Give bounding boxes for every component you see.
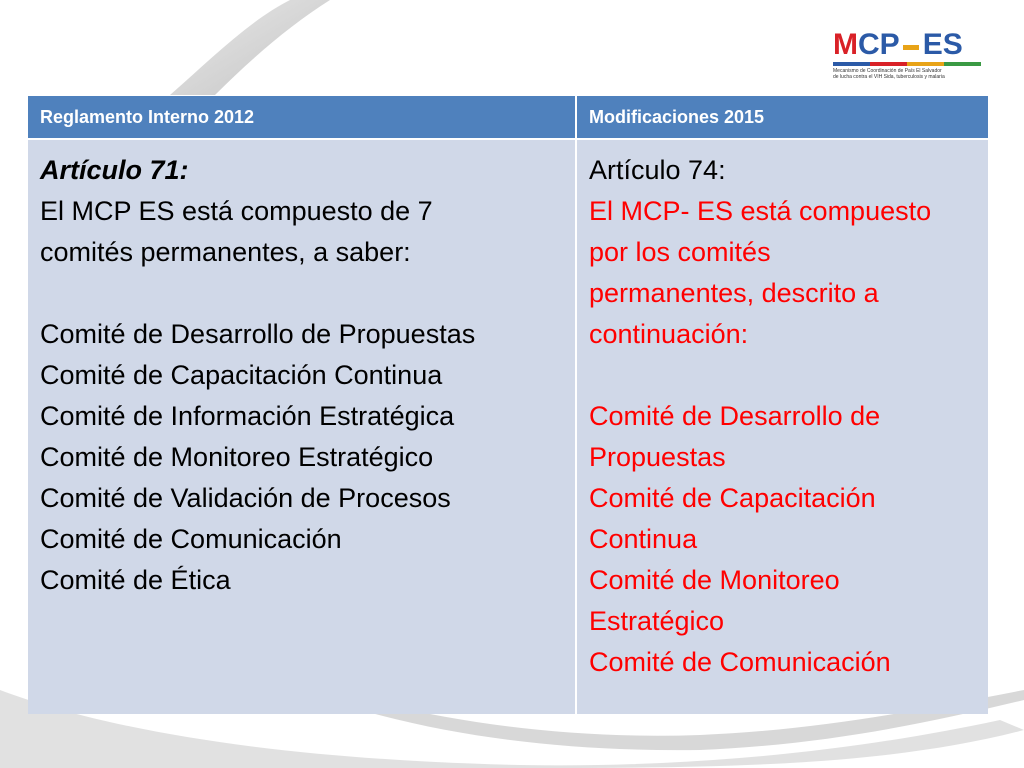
right-committee-item: Estratégico [589, 606, 725, 636]
right-intro-line-4: continuación: [589, 319, 749, 349]
table-header-row [28, 96, 988, 140]
logo-letters-cp: CP [858, 28, 900, 61]
left-committee-item: Comité de Desarrollo de Propuestas [40, 319, 476, 349]
logo-caption-line-1: Mecanismo de Coordinación de País El Salvador [833, 68, 942, 74]
left-committee-item: Comité de Comunicación [40, 524, 342, 554]
left-committee-item: Comité de Monitoreo Estratégico [40, 442, 434, 472]
left-spacer [40, 273, 563, 314]
header-reglamento-2012: Reglamento Interno 2012 [28, 96, 576, 140]
mcp-es-logo [833, 30, 985, 80]
left-intro-line-2: comités permanentes, a saber: [40, 237, 411, 267]
left-intro-line-1: El MCP ES está compuesto de 7 [40, 196, 433, 226]
right-committee-item: Comité de Monitoreo [589, 565, 840, 595]
articulo-74-heading: Artículo 74: [589, 155, 726, 185]
right-spacer [589, 355, 976, 396]
logo-caption-line-2: de lucha contra el VIH Sida, tuberculosis y malaria [833, 74, 945, 80]
left-committee-item: Comité de Información Estratégica [40, 401, 455, 431]
left-committee-item: Comité de Validación de Procesos [40, 483, 451, 513]
logo-wordmark [833, 30, 985, 60]
logo-color-bar [833, 62, 981, 66]
logo-dash-icon [903, 45, 919, 50]
right-committee-item: Propuestas [589, 442, 726, 472]
table-row [28, 139, 988, 714]
logo-letters-es: ES [922, 28, 963, 61]
logo-letter-m: M [833, 28, 858, 61]
logo-caption [833, 68, 985, 80]
right-committee-item: Comité de Desarrollo de [589, 401, 881, 431]
comparison-table [28, 95, 988, 714]
left-committee-item: Comité de Ética [40, 565, 231, 595]
right-committee-item: Continua [589, 524, 698, 554]
right-committee-item: Comité de Comunicación [589, 647, 891, 677]
right-intro-line-3: permanentes, descrito a [589, 278, 879, 308]
articulo-71-heading: Artículo 71: [40, 155, 189, 185]
cell-modificaciones-2015 [576, 139, 988, 714]
left-committee-item: Comité de Capacitación Continua [40, 360, 443, 390]
right-committee-item: Comité de Capacitación [589, 483, 876, 513]
right-intro-line-2: por los comités [589, 237, 771, 267]
right-intro-line-1: El MCP- ES está compuesto [589, 196, 932, 226]
header-modificaciones-2015: Modificaciones 2015 [576, 96, 988, 140]
comparison-table-container [28, 95, 988, 714]
cell-reglamento-2012 [28, 139, 576, 714]
